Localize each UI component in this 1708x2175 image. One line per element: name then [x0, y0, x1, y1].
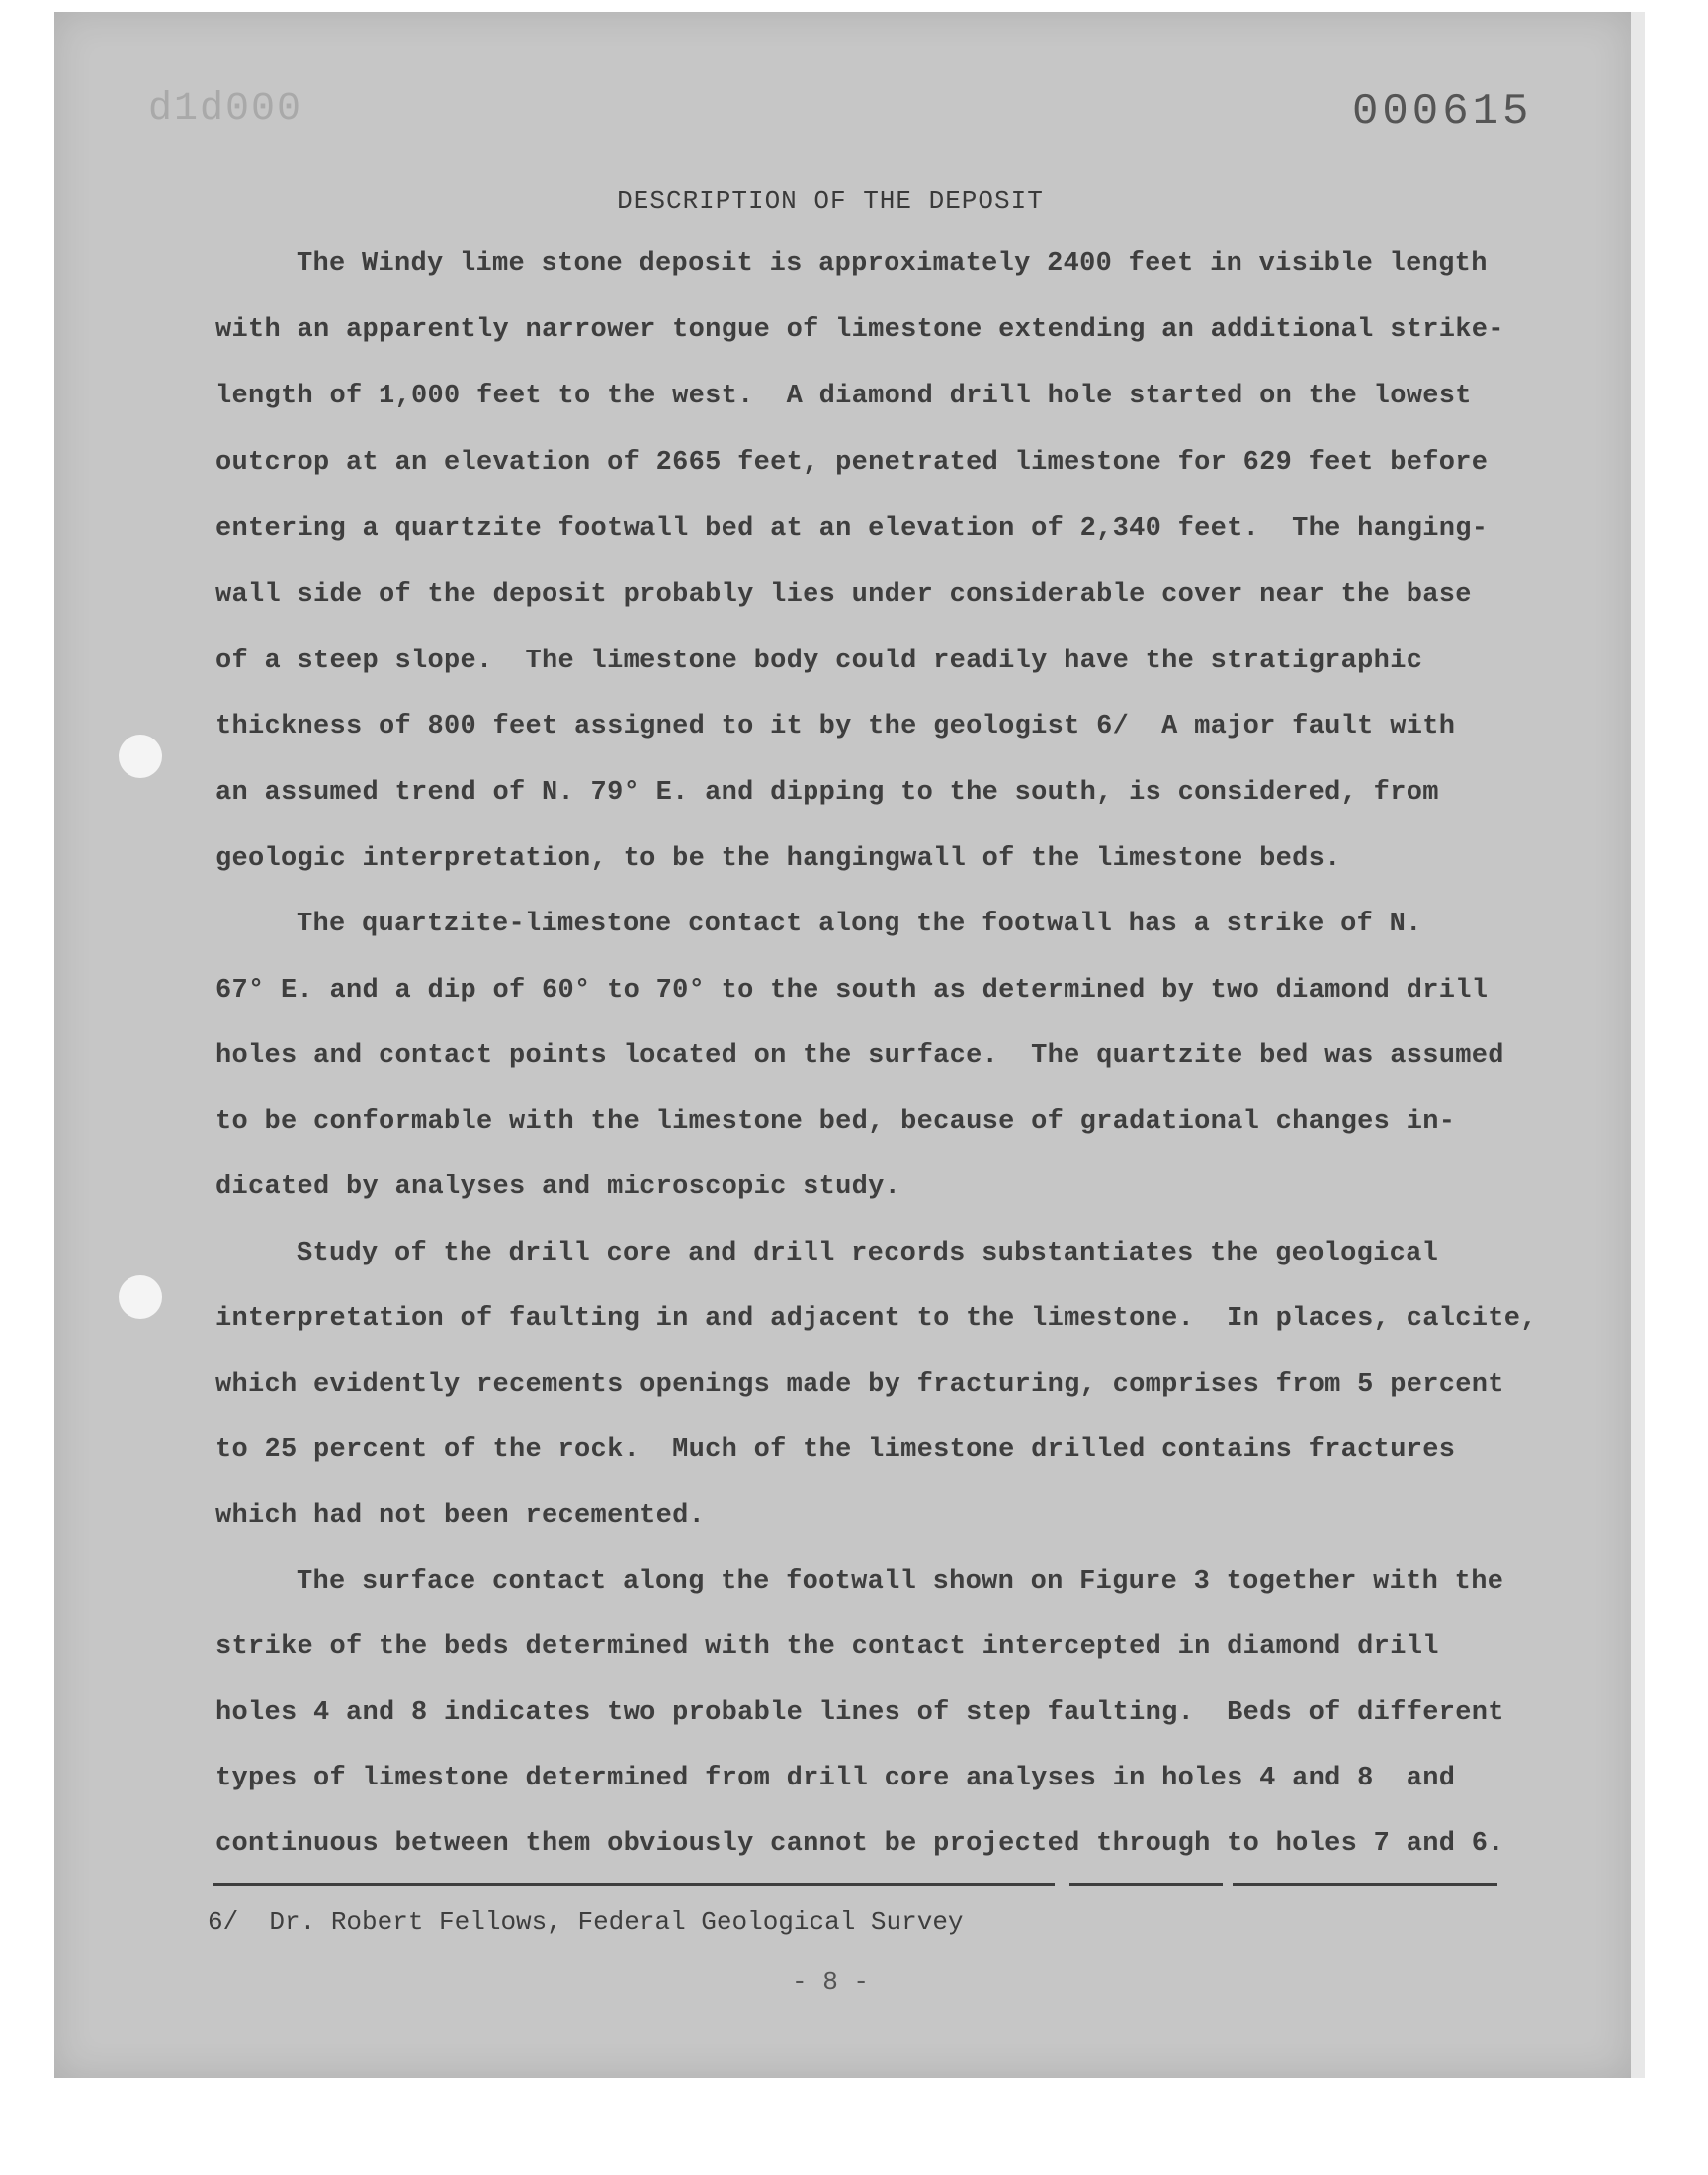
text-line: The surface contact along the footwall shown on Figure 3 together with the — [297, 1567, 1504, 1597]
text-line: The Windy lime stone deposit is approximately 2400 feet in visible length — [297, 249, 1488, 279]
page-title: DESCRIPTION OF THE DEPOSIT — [617, 186, 1044, 216]
footnote-rule — [1069, 1883, 1223, 1886]
text-line: holes 4 and 8 indicates two probable lines of step faulting. Beds of different — [215, 1698, 1504, 1728]
faded-doc-number: d1d000 — [148, 87, 303, 131]
text-line: strike of the beds determined with the contact intercepted in diamond drill — [215, 1632, 1439, 1662]
text-line: Study of the drill core and drill records substantiates the geological — [297, 1239, 1439, 1268]
page-edge — [1631, 12, 1645, 2078]
text-line: with an apparently narrower tongue of limestone extending an additional strike- — [215, 315, 1504, 345]
text-line: which had not been recemented. — [215, 1501, 706, 1530]
text-line: to 25 percent of the rock. Much of the limestone drilled contains fractures — [215, 1436, 1456, 1465]
text-line: interpretation of faulting in and adjacent to the limestone. In places, calcite, — [215, 1304, 1537, 1334]
text-line: The quartzite-limestone contact along the footwall has a strike of N. — [297, 910, 1422, 939]
text-line: geologic interpretation, to be the hangingwall of the limestone beds. — [215, 844, 1341, 874]
footnote-rule — [1233, 1883, 1497, 1886]
text-line: which evidently recements openings made by fracturing, comprises from 5 percent — [215, 1370, 1504, 1400]
text-line: continuous between them obviously cannot be projected through to holes 7 and 6. — [215, 1829, 1504, 1859]
page-number: - 8 - — [791, 1967, 869, 1997]
punch-hole-bottom — [119, 1275, 162, 1319]
text-line: to be conformable with the limestone bed, because of gradational changes in- — [215, 1107, 1456, 1137]
text-line: outcrop at an elevation of 2665 feet, penetrated limestone for 629 feet before — [215, 448, 1489, 478]
text-line: thickness of 800 feet assigned to it by the geologist 6/ A major fault with — [215, 712, 1456, 741]
text-line: entering a quartzite footwall bed at an elevation of 2,340 feet. The hanging- — [215, 514, 1489, 544]
text-line: an assumed trend of N. 79° E. and dipping to the south, is considered, from — [215, 778, 1439, 808]
footnote-rule — [213, 1883, 1055, 1886]
punch-hole-top — [119, 735, 162, 778]
footnote: 6/ Dr. Robert Fellows, Federal Geological Survey — [208, 1907, 964, 1937]
text-line: types of limestone determined from drill core analyses in holes 4 and 8 and — [215, 1764, 1456, 1793]
text-line: wall side of the deposit probably lies under considerable cover near the base — [215, 580, 1472, 610]
doc-number: 000615 — [1352, 87, 1533, 136]
text-line: length of 1,000 feet to the west. A diamond drill hole started on the lowest — [215, 382, 1472, 411]
text-line: dicated by analyses and microscopic study. — [215, 1173, 901, 1202]
text-line: of a steep slope. The limestone body could readily have the stratigraphic — [215, 647, 1423, 676]
text-line: holes and contact points located on the surface. The quartzite bed was assumed — [215, 1041, 1504, 1071]
text-line: 67° E. and a dip of 60° to 70° to the south as determined by two diamond drill — [215, 976, 1489, 1005]
